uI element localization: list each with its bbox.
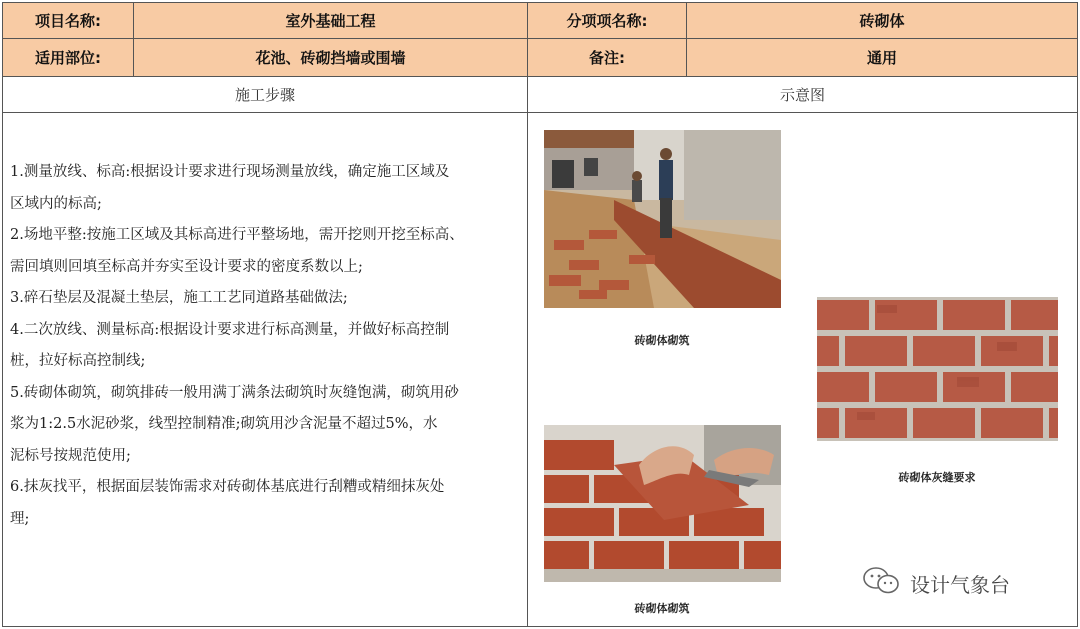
construction-steps-text — [10, 157, 520, 535]
photo-laying-bricks — [544, 425, 781, 582]
note-value: 通用 — [686, 38, 1078, 77]
step-line: 1.测量放线、标高:根据设计要求进行现场测量放线，确定施工区域及 — [10, 164, 450, 180]
step-line: 5.砖砌体砌筑，砌筑排砖一般用满丁满条法砌筑时灰缝饱满，砌筑用砂 — [10, 384, 459, 401]
step-line: 2.场地平整:按施工区域及其标高进行平整场地，需开挖则开挖至标高、 — [10, 227, 464, 243]
project-name-label: 项目名称: — [2, 2, 134, 39]
item-name-value: 砖砌体 — [686, 2, 1078, 39]
applicable-area-label: 适用部位: — [2, 38, 134, 77]
step-line: 3.碎石垫层及混凝土垫层，施工工艺同道路基础做法; — [10, 290, 348, 306]
item-name-label: 分项项名称: — [527, 2, 687, 39]
photo1-caption: 砖砌体砌筑 — [634, 334, 690, 347]
note-label: 备注: — [527, 38, 687, 77]
photo2-caption: 砖砌体灰缝要求 — [898, 471, 976, 484]
step-line: 6.抹灰找平，根据面层装饰需求对砖砌体基底进行刮糟或精细抹灰处 — [10, 479, 445, 495]
project-name-value: 室外基础工程 — [133, 2, 528, 39]
watermark — [862, 566, 1010, 601]
step-line: 浆为1:2.5水泥砂浆，线型控制精准;砌筑用沙含泥量不超过5%，水 — [10, 416, 438, 432]
step-line: 桩，拉好标高控制线; — [10, 353, 146, 369]
step-line: 泥标号按规范使用; — [10, 447, 131, 464]
photo-mortar-joints — [817, 297, 1058, 441]
construction-steps-heading: 施工步骤 — [2, 76, 528, 113]
step-line: 需回填则回填至标高并夯实至设计要求的密度系数以上; — [10, 258, 363, 275]
step-line: 理; — [10, 510, 30, 527]
step-line: 4.二次放线、测量标高:根据设计要求进行标高测量，并做好标高控制 — [10, 321, 450, 338]
photo3-caption: 砖砌体砌筑 — [634, 602, 690, 615]
watermark-text: 设计气象台 — [910, 573, 1010, 597]
wechat-icon — [862, 566, 902, 601]
step-line: 区域内的标高; — [10, 195, 102, 212]
photo-bricklaying-site — [544, 130, 781, 308]
applicable-area-value: 花池、砖砌挡墙或围墙 — [133, 38, 528, 77]
diagram-heading: 示意图 — [527, 76, 1078, 113]
